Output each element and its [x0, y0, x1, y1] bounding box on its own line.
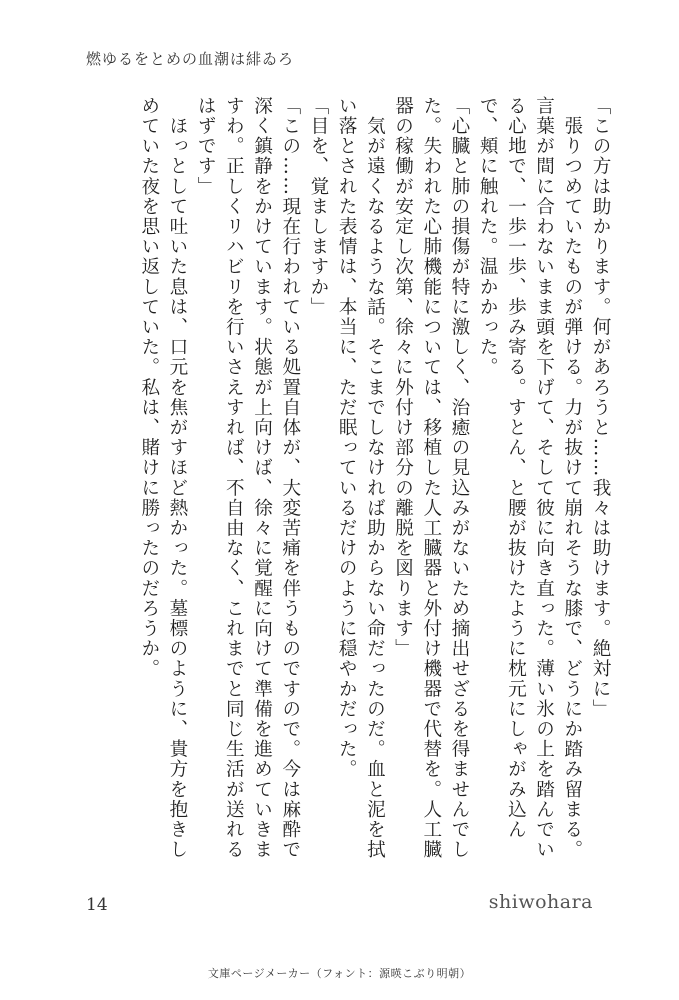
- author-name: shiwohara: [488, 891, 593, 913]
- paragraph: 「目を、覚ましますか」: [307, 96, 329, 318]
- paragraph: 張りつめていたものが弾ける。力が抜けて崩れそうな膝で、どうにか踏み留まる。言葉が間に合わないまま頭を下げて、そして彼に向き直った。薄い氷の上を踏んでいる心地で、一歩一歩、歩み寄る。すとん、と腰が抜けたように枕元にしゃがみ込んで、頬に触れた。温かかった。: [477, 96, 583, 860]
- paragraph: 「この方は助かります。何があろうと……我々は助けます。絶対に」: [590, 96, 611, 720]
- body-text: [84, 96, 614, 866]
- paragraph: 「心臓と肺の損傷が特に激しく、治癒の見込みがないため摘出せざるを得ませんでした。失われた心肺機能については、移植した人工臓器と外付け機器で代替を。人工臓器の稼働が安定し次第、徐々に外付け部分の離脱を図ります」: [392, 96, 470, 860]
- running-head: 燃ゆるをとめの血潮は緋ゐろ: [86, 50, 295, 68]
- footer-credit: 文庫ページメーカー（フォント：源暎こぶり明朝）: [207, 967, 472, 980]
- page-number: 14: [86, 895, 108, 915]
- paragraph: 気が遠くなるような話。そこまでしなければ助からない命だったのだ。血と泥を拭い落とされた表情は、本当に、ただ眠っているだけのように穏やかだった。: [336, 96, 386, 860]
- paragraph: 「この……現在行われている処置自体が、大変苦痛を伴うものですので。今は麻酔で深く鎮静をかけています。状態が上向けば、徐々に覚醒に向けて準備を進めていきますわ。正しくリハビリを行いさえすれば、不自由なく、これまでと同じ生活が送れるはずです」: [195, 96, 301, 860]
- paragraph: ほっとして吐いた息は、口元を焦がすほど熱かった。墓標のように、貴方を抱きしめていた夜を思い返していた。私は、賭けに勝ったのだろうか。: [138, 96, 188, 860]
